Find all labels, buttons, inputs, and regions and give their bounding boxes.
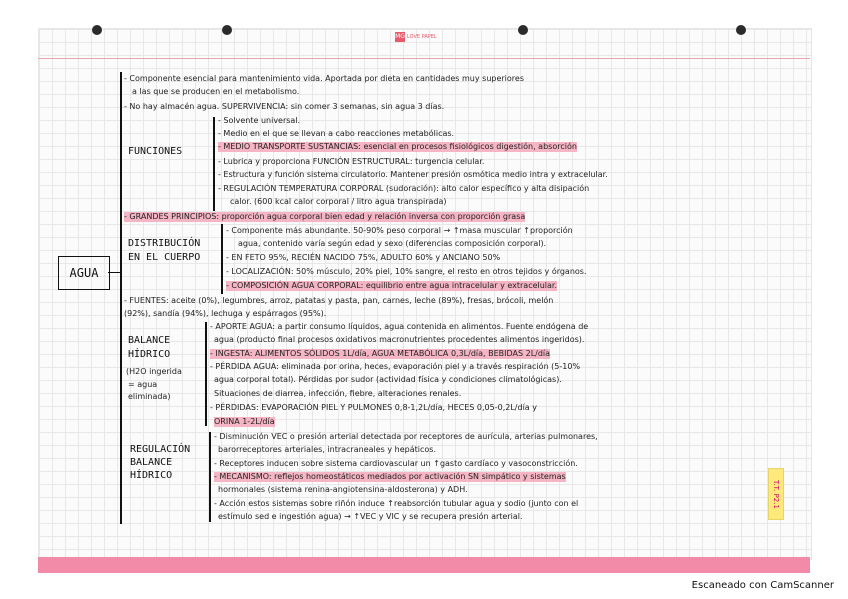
balance-bracket (205, 322, 207, 426)
section-regulacion-label: REGULACIÓN (130, 444, 191, 455)
balance-item: - PÉRDIDA AGUA: eliminada por orina, heces, evaporación piel y a través respiración (5-10% (210, 362, 581, 371)
funciones-bracket (213, 117, 215, 211)
distribucion-bracket (221, 224, 223, 294)
regulacion-item: estímulo sed e ingestión agua) → ↑VEC y VIC y se recupera presión arterial. (218, 512, 523, 521)
distribucion-item: - Componente más abundante. 50-90% peso corporal → ↑masa muscular ↑proporción (226, 226, 573, 235)
balance-item: - INGESTA: ALIMENTOS SÓLIDOS 1L/día, AGUA METABÓLICA 0,3L/día, BEBIDAS 2L/día (210, 349, 551, 358)
section-balance-note: = agua (128, 380, 158, 389)
distribucion-item: agua, contenido varía según edad y sexo (diferencias composición corporal). (238, 239, 547, 248)
binder-hole (736, 25, 746, 35)
funciones-item: calor. (600 kcal calor corporal / litro agua transpirada) (230, 197, 447, 206)
intro-line: - Componente esencial para mantenimiento vida. Aportada por dieta en cantidades muy superiores (124, 74, 524, 83)
scanner-watermark: Escaneado con CamScanner (691, 580, 834, 591)
funciones-item: - Estructura y función sistema circulatorio. Mantener presión osmótica medio intra y extracelular. (218, 170, 608, 179)
funciones-item: - Medio en el que se llevan a cabo reacciones metabólicas. (218, 129, 455, 138)
section-distribucion-label: EN EL CUERPO (128, 252, 201, 263)
binder-hole (92, 25, 102, 35)
funciones-item: - REGULACIÓN TEMPERATURA CORPORAL (sudoración): alto calor específico y alta disipación (218, 184, 590, 193)
footer-band (38, 557, 810, 573)
section-regulacion-label: BALANCE (130, 457, 173, 468)
binder-hole (518, 25, 528, 35)
regulacion-item: - Receptores inducen sobre sistema cardiovascular un ↑gasto cardíaco y vasoconstricción. (214, 459, 578, 468)
section-funciones-label: FUNCIONES (128, 146, 183, 157)
title-connector (108, 272, 120, 273)
funciones-item: - MEDIO TRANSPORTE SUSTANCIAS: esencial en procesos fisiológicos digestión, absorción (218, 142, 577, 151)
grandes-principios-line: - GRANDES PRINCIPIOS: proporción agua corporal bien edad y relación inversa con proporción grasa (124, 212, 526, 221)
fuentes-line: - FUENTES: aceite (0%), legumbres, arroz, patatas y pasta, pan, carnes, leche (89%), fresas, brócoli, melón (124, 296, 554, 305)
section-regulacion-label: HÍDRICO (130, 470, 173, 481)
regulacion-item: - Acción estos sistemas sobre riñón induce ↑reabsorción tubular agua y sodio (junto con el (214, 499, 579, 508)
brand-logo: MG (395, 32, 405, 40)
regulacion-bracket (209, 432, 211, 522)
page-title: AGUA (58, 256, 110, 290)
section-balance-label: BALANCE (128, 335, 171, 346)
main-bracket (120, 72, 122, 524)
balance-item: ORINA 1-2L/día (214, 417, 275, 426)
intro-line: a las que se producen en el metabolismo. (132, 87, 300, 96)
page-top-rule (38, 58, 810, 59)
balance-item: agua (producto final procesos oxidativos macronutrientes procedentes alimentos ingeridos). (214, 335, 585, 344)
balance-item: agua corporal total). Pérdidas por sudor (actividad física y condiciones climatológicas). (214, 375, 562, 384)
distribucion-item: - LOCALIZACIÓN: 50% músculo, 20% piel, 10% sangre, el resto en otros tejidos y órganos. (226, 267, 587, 276)
funciones-item: - Lubrica y proporciona FUNCIÓN ESTRUCTURAL: turgencia celular. (218, 157, 485, 166)
intro-line: - No hay almacén agua. SUPERVIVENCIA: sin comer 3 semanas, sin agua 3 días. (124, 102, 445, 111)
binder-hole (222, 25, 232, 35)
balance-item: - APORTE AGUA: a partir consumo líquidos, agua contenida en alimentos. Fuente endógena de (210, 322, 589, 331)
distribucion-item: - EN FETO 95%, RECIÉN NACIDO 75%, ADULTO 60% y ANCIANO 50% (226, 253, 501, 262)
page-tab: T.T. P2.1 (768, 468, 784, 520)
brand-text: LOVE PAPEL (407, 33, 437, 40)
regulacion-item: - Disminución VEC o presión arterial detectada por receptores de aurícula, arterias pulmonares, (214, 432, 598, 441)
fuentes-line: (92%), sandía (94%), lechuga y espárragos (95%). (124, 309, 327, 318)
balance-item: - PÉRDIDAS: EVAPORACIÓN PIEL Y PULMONES 0,8-1,2L/día, HECES 0,05-0,2L/día y (210, 403, 537, 412)
section-balance-note: eliminada) (128, 392, 171, 401)
section-distribucion-label: DISTRIBUCIÓN (128, 238, 201, 249)
regulacion-item: hormonales (sistema renina-angiotensina-aldosterona) y ADH. (218, 485, 468, 494)
brand-mark (395, 26, 441, 38)
funciones-item: - Solvente universal. (218, 116, 301, 125)
regulacion-item: - MECANISMO: reflejos homeostáticos mediados por activación SN simpático y sistemas (214, 472, 566, 481)
regulacion-item: barorreceptores arteriales, intracraneales y hepáticos. (218, 445, 436, 454)
distribucion-item: - COMPOSICIÓN AGUA CORPORAL: equilibrio entre agua intracelular y extracelular. (226, 281, 558, 290)
section-balance-label: HÍDRICO (128, 349, 171, 360)
section-balance-note: (H2O ingerida (126, 367, 182, 376)
balance-item: Situaciones de diarrea, infección, fiebre, alteraciones renales. (214, 389, 462, 398)
